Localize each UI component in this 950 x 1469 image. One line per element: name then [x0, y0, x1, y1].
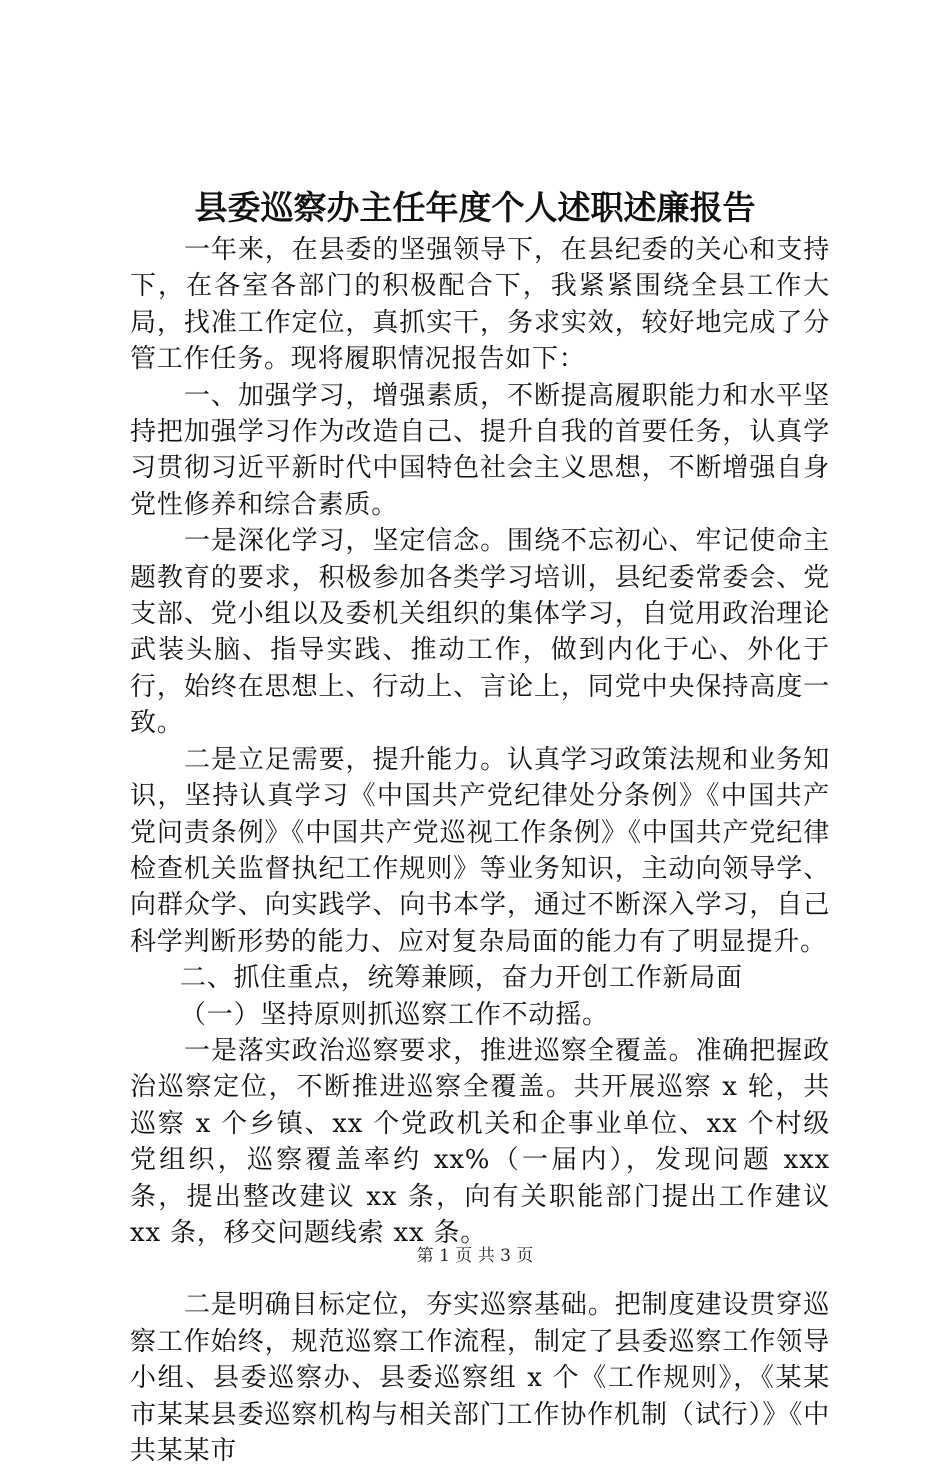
- document-title: 县委巡察办主任年度个人述职述廉报告: [194, 188, 756, 227]
- document-body: [130, 232, 830, 1469]
- page-footer: 第 1 页 共 3 页: [416, 1246, 534, 1266]
- paragraph-improve-ability: 二是立足需要，提升能力。认真学习政策法规和业务知识，坚持认真学习《中国共产党纪律处分条例》《中国共产党问责条例》《中国共产党巡视工作条例》《中国共产党纪律检查机关监督执纪工作规则》等业务知识，主动向领导学、向群众学、向实践学、向书本学，通过不断深入学习，自己科学判断形势的能力、应对复杂局面的能力有了明显提升。: [130, 744, 830, 957]
- paragraph-target-positioning: 二是明确目标定位，夯实巡察基础。把制度建设贯穿巡察工作始终，规范巡察工作流程，制定了县委巡察工作领导小组、县委巡察办、县委巡察组 x 个《工作规则》，《某某市某某县委巡察机构与相关部门工作协作机制（试行）》《中共某某市: [130, 1290, 830, 1466]
- paragraph-subsection-1: （一）坚持原则抓巡察工作不动摇。: [180, 999, 609, 1030]
- paragraph-section-2: 二、抓住重点，统筹兼顾，奋力开创工作新局面: [180, 963, 743, 994]
- paragraph-political-inspection: 一是落实政治巡察要求，推进巡察全覆盖。准确把握政治巡察定位，不断推进巡察全覆盖。共开展巡察 x 轮，共巡察 x 个乡镇、xx 个党政机关和企事业单位、xx 个村级党组织，巡察覆盖率约 xx%（一届内），发现问题 xxx 条，提出整改建议 xx 条，向有关职能部门提出工作建议 xx 条，移交问题线索 xx 条。: [130, 1035, 830, 1248]
- paragraph-section-1: 一、加强学习，增强素质，不断提高履职能力和水平坚持把加强学习作为改造自己、提升自我的首要任务，认真学习贯彻习近平新时代中国特色社会主义思想，不断增强自身党性修养和综合素质。: [130, 380, 830, 520]
- paragraph-study-belief: 一是深化学习，坚定信念。围绕不忘初心、牢记使命主题教育的要求，积极参加各类学习培训，县纪委常委会、党支部、党小组以及委机关组织的集体学习，自觉用政治理论武装头脑、指导实践、推动工作，做到内化于心、外化于行，始终在思想上、行动上、言论上，同党中央保持高度一致。: [130, 526, 830, 739]
- paragraph-intro: 一年来，在县委的坚强领导下，在县纪委的关心和支持下，在各室各部门的积极配合下，我紧紧围绕全县工作大局，找准工作定位，真抓实干，务求实效，较好地完成了分管工作任务。现将履职情况报告如下：: [130, 235, 830, 375]
